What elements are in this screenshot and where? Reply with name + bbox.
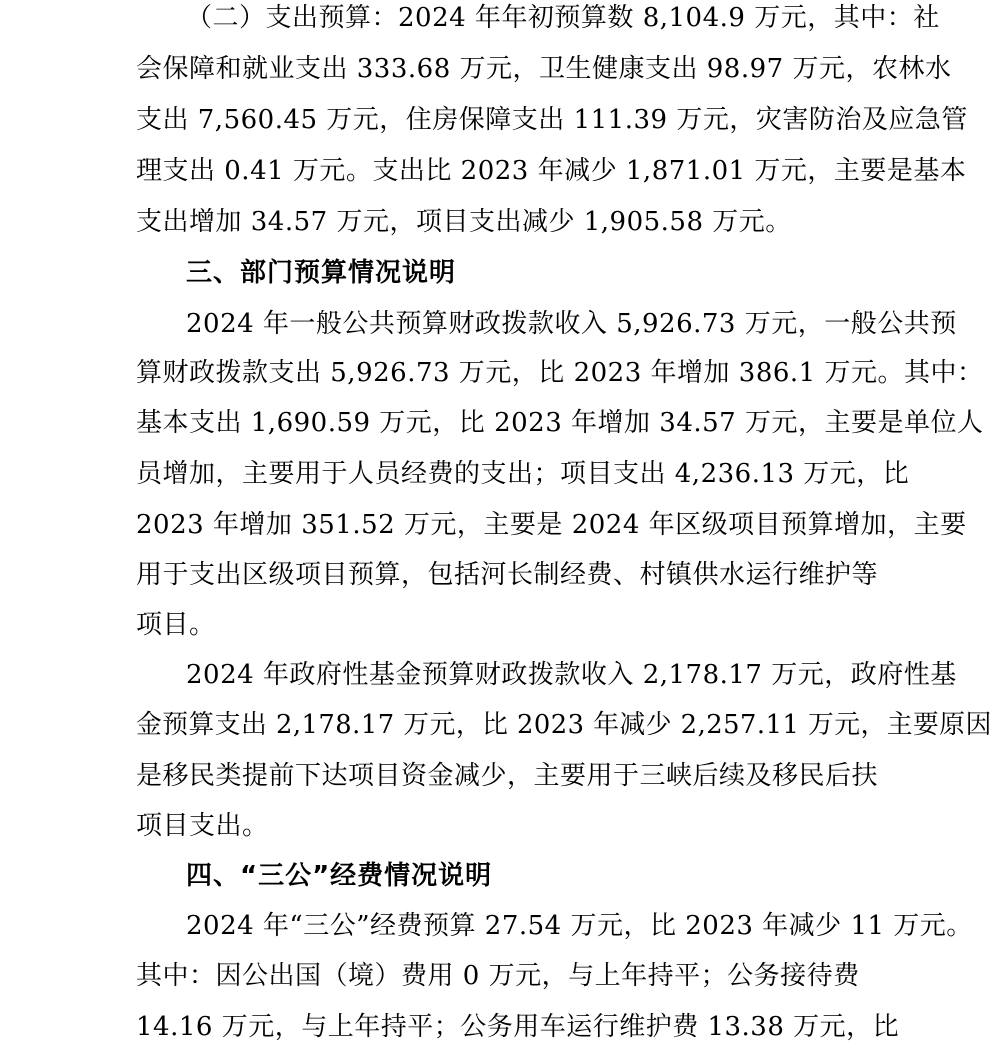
section-heading: 三、部门预算情况说明 [186, 258, 457, 288]
paragraph-line: 用于支出区级项目预算，包括河长制经费、村镇供水运行维护等 [136, 560, 879, 590]
paragraph-line: 基本支出 1,690.59 万元，比 2023 年增加 34.57 万元，主要是单位人 [136, 408, 984, 438]
paragraph-line: 项目支出。 [136, 811, 269, 841]
paragraph-line: 金预算支出 2,178.17 万元，比 2023 年减少 2,257.11 万元，主要原因 [136, 710, 992, 740]
paragraph-line: 支出增加 34.57 万元，项目支出减少 1,905.58 万元。 [136, 207, 792, 237]
paragraph-line: 项目。 [136, 610, 216, 640]
paragraph-line: 2023 年增加 351.52 万元，主要是 2024 年区级项目预算增加，主要 [136, 510, 967, 540]
paragraph-line: 2024 年政府性基金预算财政拨款收入 2,178.17 万元，政府性基 [186, 660, 957, 690]
paragraph-line: 2024 年一般公共预算财政拨款收入 5,926.73 万元，一般公共预 [186, 309, 957, 339]
paragraph-line: 员增加，主要用于人员经费的支出；项目支出 4,236.13 万元，比 [136, 459, 910, 489]
paragraph-line: 是移民类提前下达项目资金减少，主要用于三峡后续及移民后扶 [136, 761, 879, 791]
paragraph-line: 其中：因公出国（境）费用 0 万元，与上年持平；公务接待费 [136, 961, 860, 991]
paragraph-line: 支出 7,560.45 万元，住房保障支出 111.39 万元，灾害防治及应急管 [136, 105, 968, 135]
paragraph-line: 会保障和就业支出 333.68 万元，卫生健康支出 98.97 万元，农林水 [136, 54, 952, 84]
paragraph-line: 2024 年“三公”经费预算 27.54 万元，比 2023 年减少 11 万元。 [186, 911, 973, 941]
paragraph-line: 理支出 0.41 万元。支出比 2023 年减少 1,871.01 万元，主要是基本 [136, 156, 967, 186]
section-heading: 四、“三公”经费情况说明 [186, 861, 493, 891]
paragraph-line: 14.16 万元，与上年持平；公务用车运行维护费 13.38 万元，比 [136, 1012, 900, 1042]
paragraph-line: （二）支出预算：2024 年年初预算数 8,104.9 万元，其中：社 [186, 3, 940, 33]
paragraph-line: 算财政拨款支出 5,926.73 万元，比 2023 年增加 386.1 万元。其中： [136, 358, 984, 388]
